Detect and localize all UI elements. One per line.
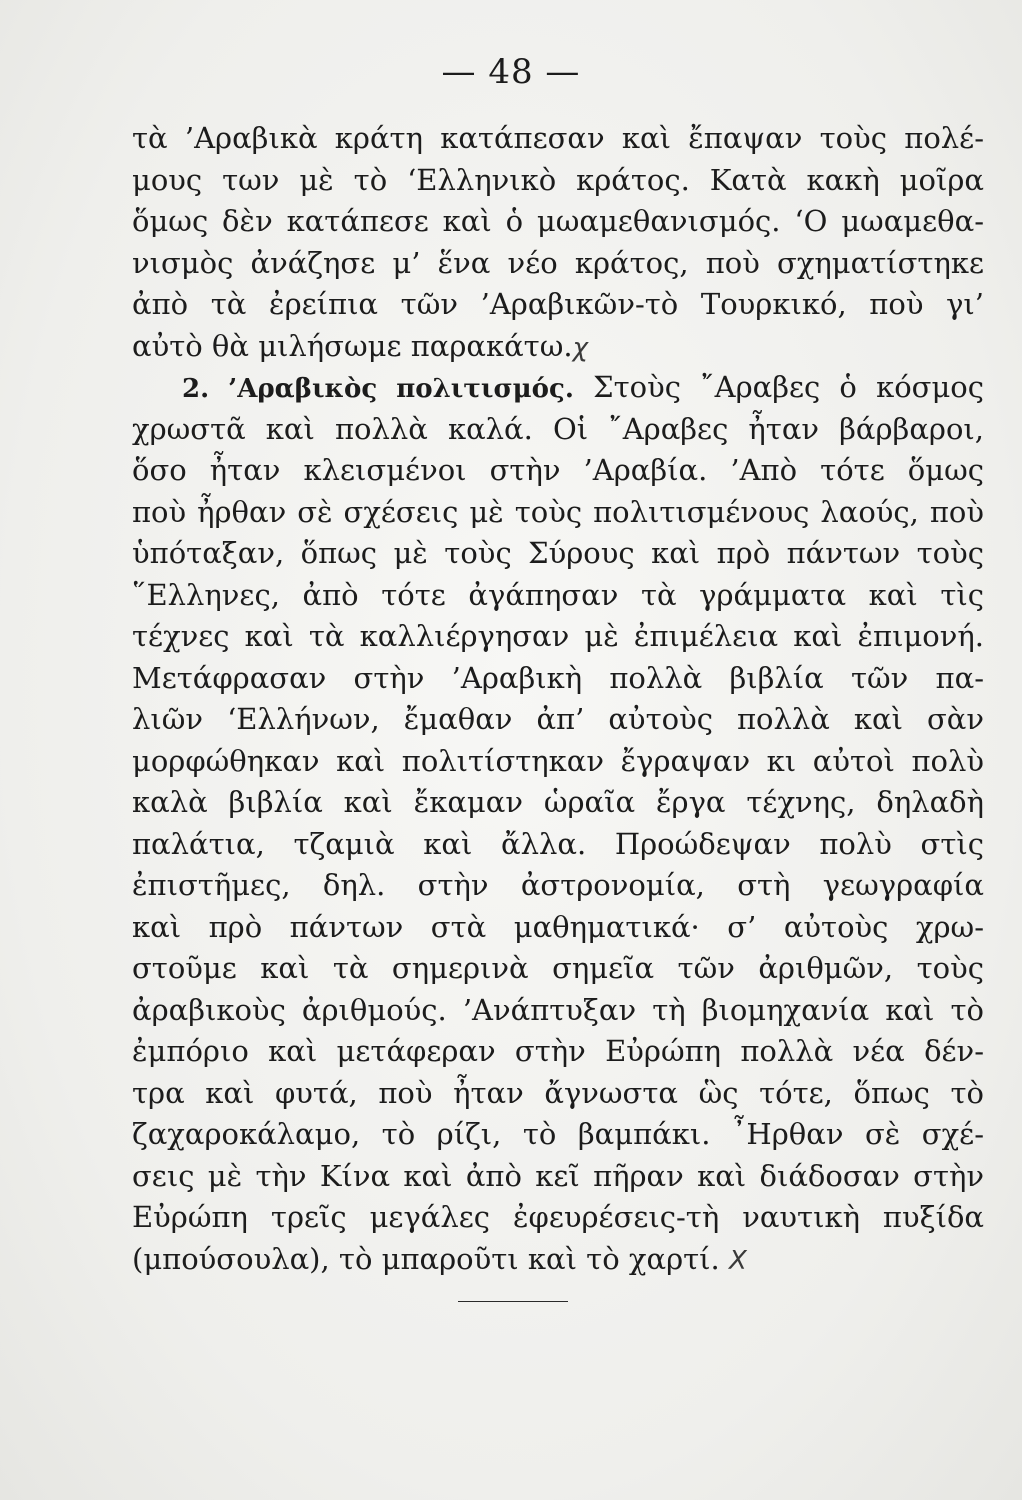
paragraph-end-line: (μπούσουλα), τὸ μπαροῦτι καὶ τὸ χαρτί. xyxy=(132,1241,720,1276)
text-line: τὰ ’Αραβικὰ κράτη κατάπεσαν καὶ ἔπαψαν τοὺς πολέ- xyxy=(132,121,984,155)
text-line: Μετάφρασαν στὴν ’Αραβικὴ πολλὰ βιβλία τῶν πα- xyxy=(132,660,984,695)
text-line: ἀραβικοὺς ἀριθμούς. ’Ανάπτυξαν τὴ βιομηχανία καὶ τὸ xyxy=(132,992,984,1027)
pen-mark: Χ xyxy=(728,1245,747,1276)
text-line: τέχνες καὶ τὰ καλλιέργησαν μὲ ἐπιμέλεια καὶ ἐπιμονή. xyxy=(132,619,984,653)
text-line: ποὺ ἦρθαν σὲ σχέσεις μὲ τοὺς πολιτισμένους λαούς, ποὺ xyxy=(132,494,984,529)
text-line: ἐμπόριο καὶ μετάφεραν στὴν Εὐρώπη πολλὰ νέα δέν- xyxy=(132,1034,984,1068)
body-text xyxy=(132,118,984,1280)
text-line: καὶ πρὸ πάντων στὰ μαθηματικά· σ’ αὐτοὺς χρω- xyxy=(132,909,984,944)
text-line: τρα καὶ φυτά, ποὺ ἦταν ἄγνωστα ὣς τότε, ὅπως τὸ xyxy=(132,1075,984,1110)
page-number: — 48 — xyxy=(441,52,581,92)
text-line xyxy=(132,326,984,368)
text-line: μορφώθηκαν καὶ πολιτίστηκαν ἔγραψαν κι αὐτοὶ πολὺ xyxy=(132,743,984,778)
text-line: στοῦμε καὶ τὰ σημερινὰ σημεῖα τῶν ἀριθμῶν, τοὺς xyxy=(132,951,984,985)
paragraph-end-line: αὐτὸ θὰ μιλήσωμε παρακάτω. xyxy=(132,328,573,363)
section-heading-line xyxy=(132,367,984,409)
text-line: παλάτια, τζαμιὰ καὶ ἄλλα. Προώδεψαν πολὺ στὶς xyxy=(132,826,984,861)
text-line: χρωστᾶ καὶ πολλὰ καλά. Οἱ ῎Αραβες ἦταν βάρβαροι, xyxy=(132,411,984,446)
text-line: ἀπὸ τὰ ἐρείπια τῶν ’Αραβικῶν-τὸ Τουρκικό, ποὺ γι’ xyxy=(132,287,984,321)
text-line: μους των μὲ τὸ ‘Ελληνικὸ κράτος. Κατὰ κακὴ μοῖρα xyxy=(132,162,984,197)
text-line: λιῶν ‘Ελλήνων, ἔμαθαν ἀπ’ αὐτοὺς πολλὰ καὶ σὰν xyxy=(132,702,984,736)
text-line: ἐπιστῆμες, δηλ. στὴν ἀστρονομία, στὴ γεωγραφία xyxy=(132,868,984,902)
text-line: ῞Ελληνες, ἀπὸ τότε ἀγάπησαν τὰ γράμματα καὶ τὶς xyxy=(132,577,984,612)
text-line xyxy=(132,1239,984,1281)
text-line: καλὰ βιβλία καὶ ἔκαμαν ὡραῖα ἔργα τέχνης, δηλαδὴ xyxy=(132,785,984,819)
text-line: ὅσο ἦταν κλεισμένοι στὴν ’Αραβία. ’Απὸ τότε ὅμως xyxy=(132,453,984,487)
text-line: σεις μὲ τὴν Κίνα καὶ ἀπὸ κεῖ πῆραν καὶ διάδοσαν στὴν xyxy=(132,1158,984,1193)
pen-mark: χ xyxy=(572,332,588,363)
text-line: ὅμως δὲν κατάπεσε καὶ ὁ μωαμεθανισμός. ‘Ο μωαμεθα- xyxy=(132,204,984,238)
text-line: Εὐρώπη τρεῖς μεγάλες ἐφευρέσεις-τὴ ναυτικὴ πυξίδα xyxy=(132,1200,984,1234)
text-line: ζαχαροκάλαμο, τὸ ρίζι, τὸ βαμπάκι. ῏Ηρθαν σὲ σχέ- xyxy=(132,1117,984,1151)
text-line: νισμὸς ἀνάζησε μ’ ἕνα νέο κράτος, ποὺ σχηματίστηκε xyxy=(132,245,984,280)
text-line: ὑπόταξαν, ὅπως μὲ τοὺς Σύρους καὶ πρὸ πάντων τοὺς xyxy=(132,536,984,570)
closing-rule xyxy=(458,1301,568,1302)
heading-continuation: Στοὺς ῎Αραβες ὁ κόσμος xyxy=(593,370,984,404)
section-heading: 2. ’Αραβικὸς πολιτισμός. xyxy=(182,374,574,404)
